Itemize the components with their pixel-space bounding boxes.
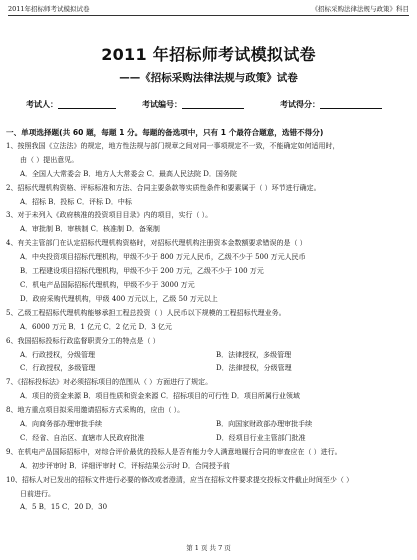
page-title: 2011 年招标师考试模拟试卷 — [101, 45, 316, 64]
score-blank — [320, 98, 382, 109]
question-1-options: A．全国人大常委会 B．地方人大常委会 C．最高人民法院 D．国务院 — [20, 169, 237, 178]
question-4-stem: 4、有关主管部门在认定招标代理机构资格时，对招标代理机构注册资本金数额要求错误的是（ ） — [6, 239, 307, 248]
section-heading: 一、单项选择题(共 60 题，每题 1 分。每题的备选项中，只有 1 个最符合题意，选错不得分) — [6, 128, 324, 137]
question-6-options-cd — [6, 362, 405, 376]
page-number: 第 1 页 共 7 页 — [186, 544, 231, 552]
question-4-option-b: B．工程建设项目招标代理机构，甲级不少于 200 万元，乙级不少于 100 万元 — [20, 267, 264, 276]
question-8-options-cd — [6, 432, 405, 446]
question-list — [6, 126, 405, 515]
question-2-stem: 2、招标代理机构资格、评标标准和方法、合同主要条款等实质性条件和要素属于（ ）环节进行确定。 — [6, 183, 321, 192]
question-5-stem: 5、乙级工程招标代理机构能够承担工程总投资（ ）人民币以下规模的工程招标代理业务。 — [6, 308, 286, 317]
question-8-option-a: A．向商务部办理审批手续 — [20, 420, 103, 429]
header-right-text: 《招标采购法律法规与政策》科目 — [311, 5, 409, 13]
question-6-option-c: C．行政授权，多级管理 — [20, 364, 96, 373]
question-6-option-a: A．行政授权，分级管理 — [20, 350, 96, 359]
page-subtitle: ——《招标采购法律法规与政策》试卷 — [119, 72, 298, 84]
score-label: 考试得分： — [280, 100, 320, 109]
question-1-stem: 1、按照我国《立法法》的规定，地方性法规与部门规章之间对同一事项规定不一致，不能确定如何适用时， — [6, 141, 340, 150]
examinee-info-row — [26, 98, 403, 112]
question-6-options-ab — [6, 349, 405, 363]
score-field — [280, 98, 382, 110]
question-1-stem-cont: 由（ ）提出意见。 — [20, 155, 79, 164]
examinee-blank — [58, 98, 116, 109]
question-8-options-ab — [6, 418, 405, 432]
question-10-options: A．5 B．15 C．20 D．30 — [20, 503, 108, 512]
question-4-option-d: D．政府采购代理机构，甲级 400 万元以上，乙级 50 万元以上 — [20, 294, 218, 303]
question-8-option-c: C．经省、自治区、直辖市人民政府批准 — [20, 433, 145, 442]
question-3-options: A．审批制 B．审核制 C．核准制 D．备案制 — [20, 225, 160, 234]
question-8-option-d: D．经项目行业主管部门批准 — [216, 433, 306, 442]
question-7-stem: 7、《招标投标法》对必须招标项目的范围从（ ）方面进行了规定。 — [6, 378, 213, 387]
question-4-option-c: C．机电产品国际招标代理机构，甲级不少于 3000 万元 — [20, 280, 195, 289]
exam-number-field — [142, 98, 244, 110]
question-6-option-b: B．法律授权，多级管理 — [216, 350, 292, 359]
question-4-option-a: A．中央投资项目招标代理机构，甲级不少于 800 万元人民币，乙级不少于 500 万元人民币 — [20, 253, 306, 262]
question-7-options: A．项目的资金来源 B．项目性质和资金来源 C．招标项目的可行性 D．项目所属行业领域 — [20, 392, 300, 401]
exam-number-blank — [182, 98, 244, 109]
examinee-field — [26, 98, 116, 110]
question-10-stem: 10、招标人对已发出的招标文件进行必要的修改或者澄清，应当在招标文件要求提交投标文件截止时间至少（ ） — [6, 475, 354, 484]
question-9-options: A．初步评审时 B．详细评审时 C．评标结果公示时 D．合同授予前 — [20, 461, 230, 470]
examinee-label: 考试人： — [26, 100, 58, 109]
question-8-stem: 8、地方重点项目拟采用邀请招标方式采购的，应由（ ）。 — [6, 406, 185, 415]
question-2-options: A．招标 B．投标 C．评标 D．中标 — [20, 197, 132, 206]
question-10-stem-cont: 日前进行。 — [20, 489, 55, 498]
header-left-text: 2011年招标师考试模拟试卷 — [8, 5, 90, 13]
question-6-option-d: D．法律授权，分级管理 — [216, 364, 292, 373]
exam-number-label: 考试编号： — [142, 100, 182, 109]
question-8-option-b: B．向国家财政部办理审批手续 — [216, 420, 313, 429]
question-6-stem: 6、我国招标投标行政监督职责分工的特点是（ ） — [6, 336, 160, 345]
question-3-stem: 3、对于未列入《政府核准的投资项目目录》内的项目，实行（ ）。 — [6, 211, 213, 220]
question-5-options: A．6000 万元 B．1 亿元 C．2 亿元 D．3 亿元 — [20, 322, 172, 331]
running-header — [8, 4, 409, 16]
question-9-stem: 9、在机电产品国际招标中，对综合评价最优的投标人是否有能力令人满意地履行合同的审查应在（ ）进行。 — [6, 447, 342, 456]
